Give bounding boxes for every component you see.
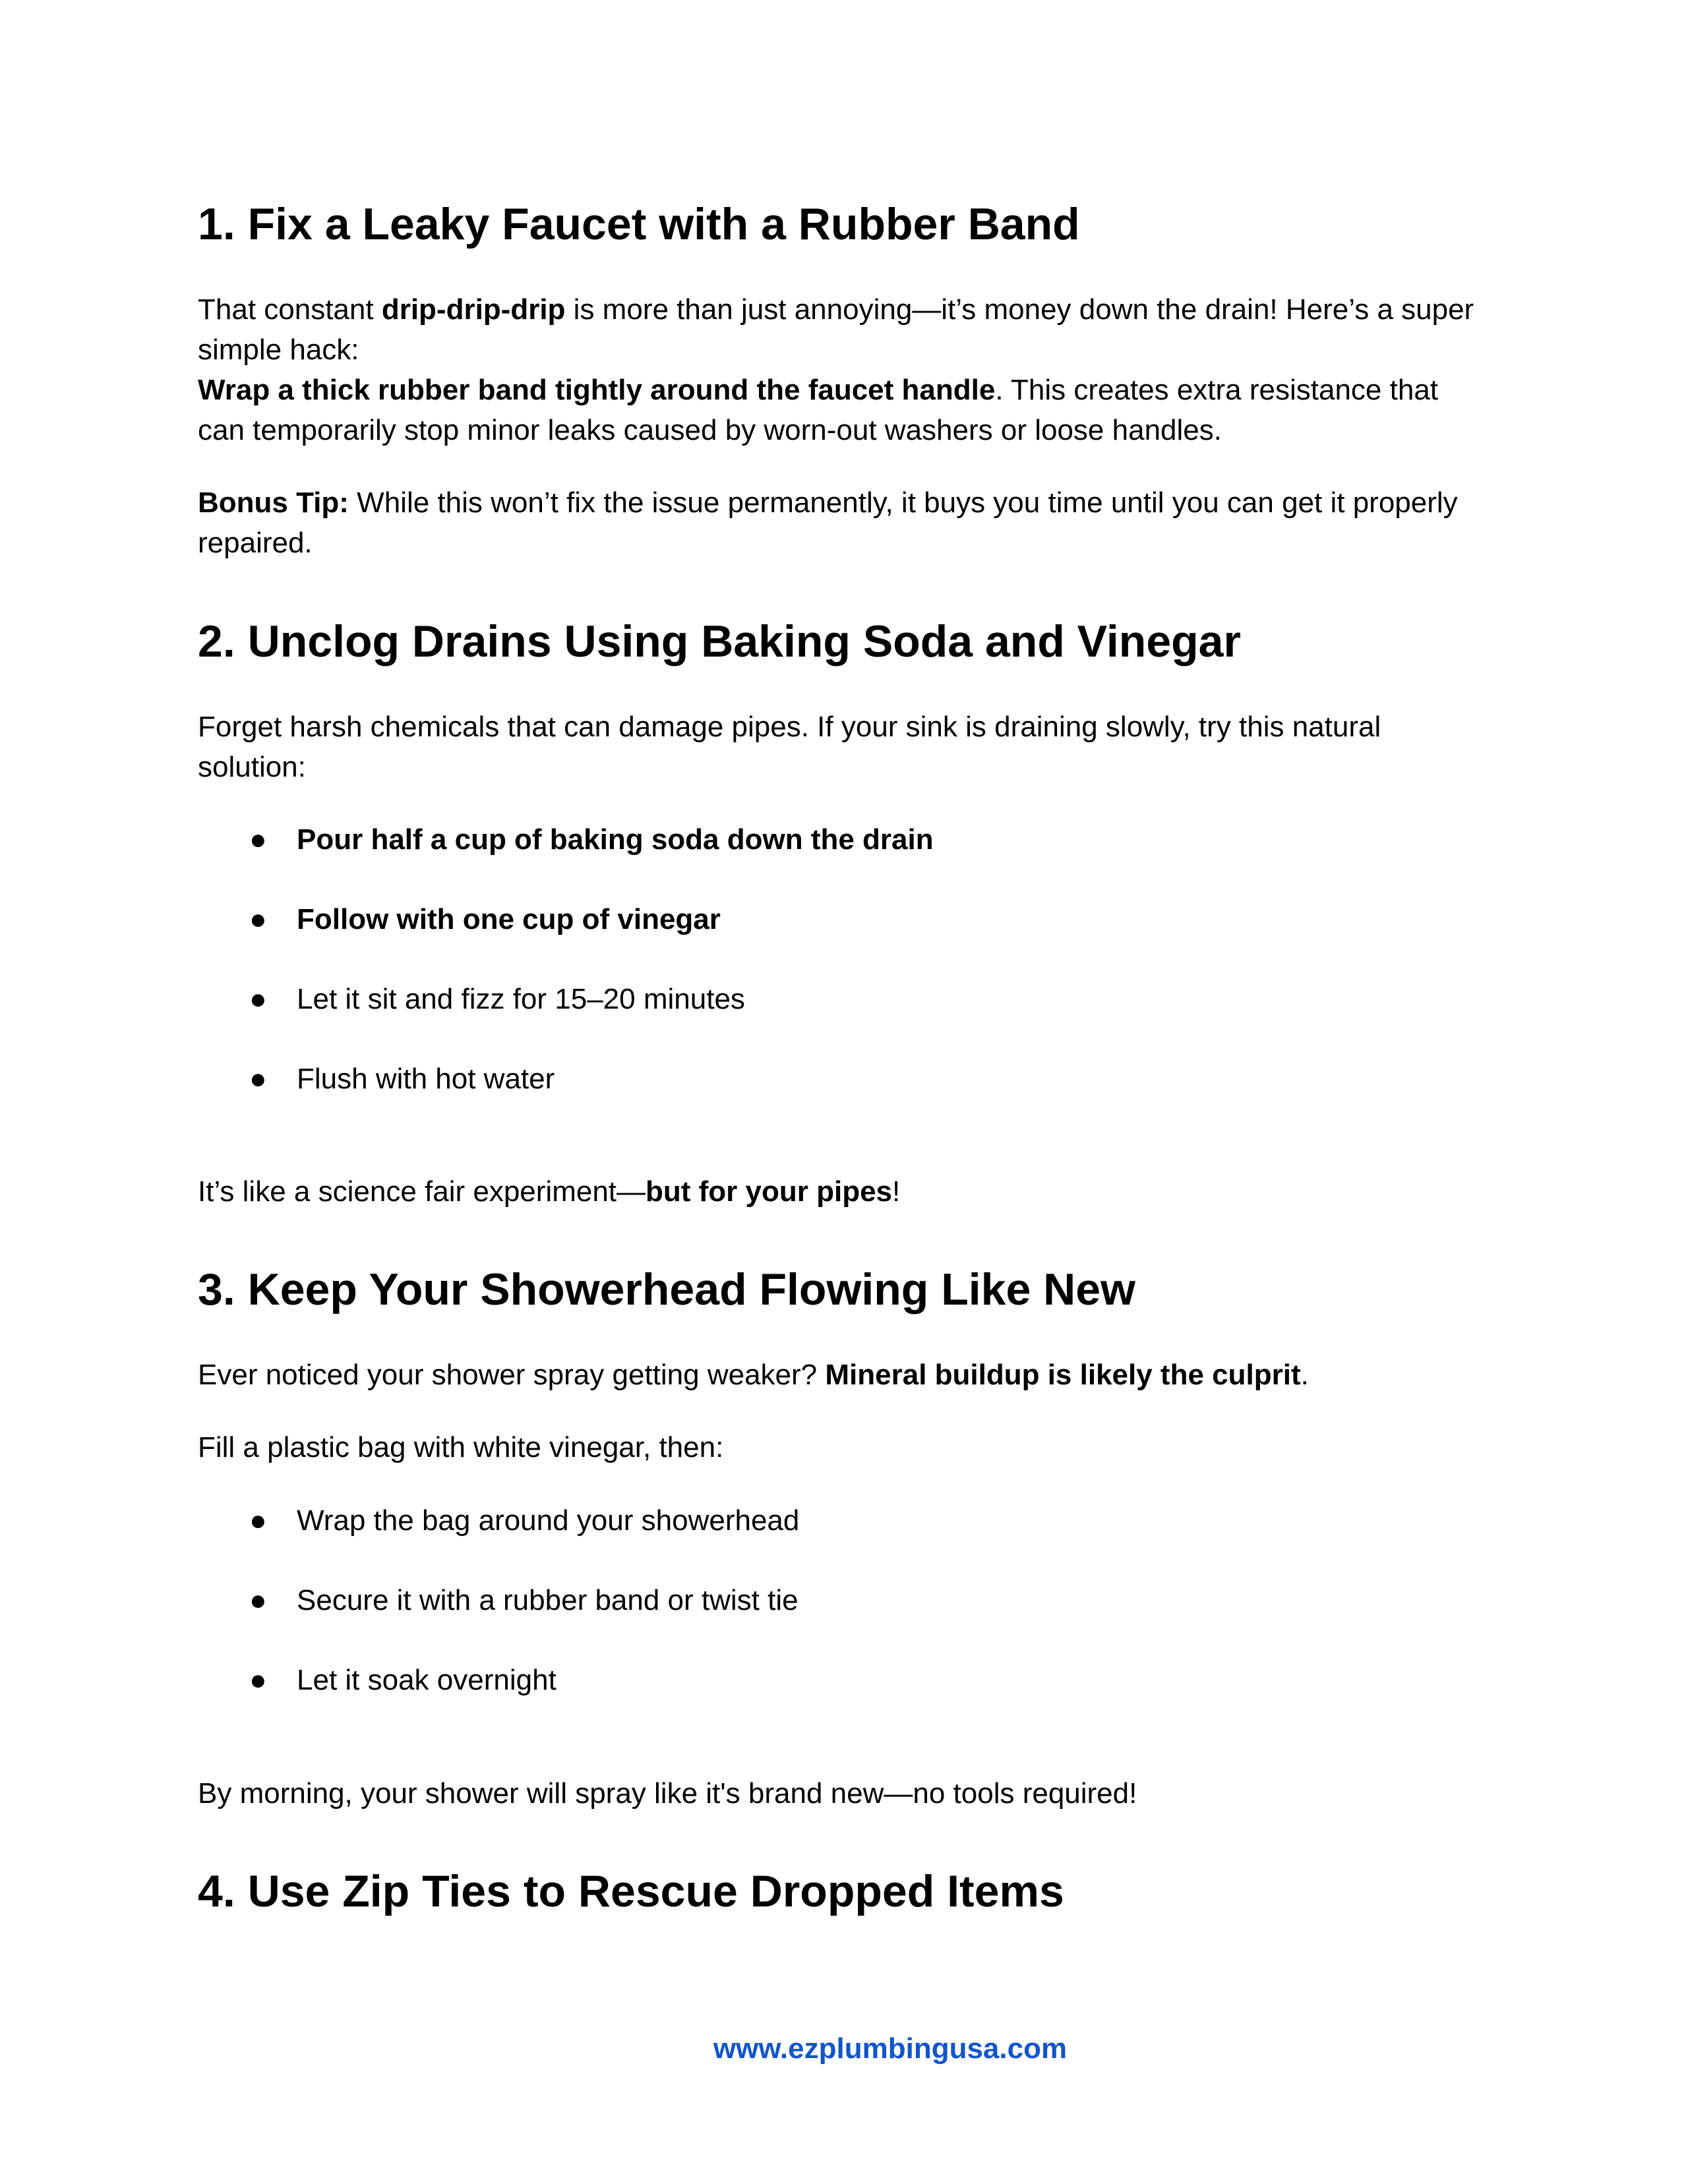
bullet-icon: ● bbox=[249, 983, 267, 1015]
bullet-icon: ● bbox=[249, 823, 267, 856]
bold-text-run: drip-drip-drip bbox=[381, 293, 566, 326]
list-item-text: Wrap the bag around your showerhead bbox=[297, 1504, 800, 1537]
list-item-text: Pour half a cup of baking soda down the drain bbox=[297, 823, 934, 856]
bonus-tip-label: Bonus Tip: bbox=[198, 487, 349, 519]
text-run: . bbox=[1300, 1359, 1309, 1391]
bold-text-run: Wrap a thick rubber band tightly around the faucet handle bbox=[198, 374, 996, 406]
bullet-icon: ● bbox=[249, 903, 267, 935]
footer-website-link[interactable]: www.ezplumbingusa.com bbox=[713, 2032, 1068, 2065]
text-run: It’s like a science fair experiment— bbox=[198, 1175, 646, 1208]
section-3-paragraph bbox=[198, 1355, 1477, 1395]
text-run: . This creates extra resistance that can temporarily stop minor leaks caused by worn-out washers or loose handles. bbox=[198, 374, 1439, 446]
section-1-paragraph bbox=[198, 289, 1477, 450]
section-1-bonus-tip bbox=[198, 483, 1477, 563]
list-item-text: Secure it with a rubber band or twist tie bbox=[297, 1584, 799, 1616]
list-item-text: Flush with hot water bbox=[297, 1063, 555, 1095]
section-4-heading: 4. Use Zip Ties to Rescue Dropped Items bbox=[198, 1866, 1064, 1916]
section-3-outro: By morning, your shower will spray like it's brand new—no tools required! bbox=[198, 1777, 1137, 1810]
section-2-outro bbox=[198, 1171, 1477, 1212]
bullet-icon: ● bbox=[249, 1584, 267, 1616]
text-run: That constant bbox=[198, 293, 382, 326]
bullet-icon: ● bbox=[249, 1063, 267, 1095]
text-run: While this won’t fix the issue permanently, it buys you time until you can get it properly repaired. bbox=[198, 487, 1458, 559]
list-item-text: Let it sit and fizz for 15–20 minutes bbox=[297, 983, 745, 1015]
list-item-text: Follow with one cup of vinegar bbox=[297, 903, 721, 935]
list-item-text: Let it soak overnight bbox=[297, 1664, 557, 1696]
text-run: ! bbox=[892, 1175, 901, 1208]
section-2-heading: 2. Unclog Drains Using Baking Soda and Vinegar bbox=[198, 616, 1241, 666]
section-2-intro: Forget harsh chemicals that can damage pipes. If your sink is draining slowly, try this natural solution: bbox=[198, 711, 1381, 783]
bold-text-run: but for your pipes bbox=[646, 1175, 893, 1208]
text-run: Ever noticed your shower spray getting weaker? bbox=[198, 1359, 826, 1391]
bullet-icon: ● bbox=[249, 1504, 267, 1537]
section-3-heading: 3. Keep Your Showerhead Flowing Like New bbox=[198, 1264, 1135, 1314]
text-run: is more than just annoying—it’s money down the drain! Here’s a super simple hack: bbox=[198, 293, 1474, 366]
bullet-icon: ● bbox=[249, 1664, 267, 1696]
section-3-paragraph: Fill a plastic bag with white vinegar, then: bbox=[198, 1431, 724, 1463]
bold-text-run: Mineral buildup is likely the culprit bbox=[825, 1359, 1301, 1391]
section-1-heading: 1. Fix a Leaky Faucet with a Rubber Band bbox=[198, 199, 1080, 249]
